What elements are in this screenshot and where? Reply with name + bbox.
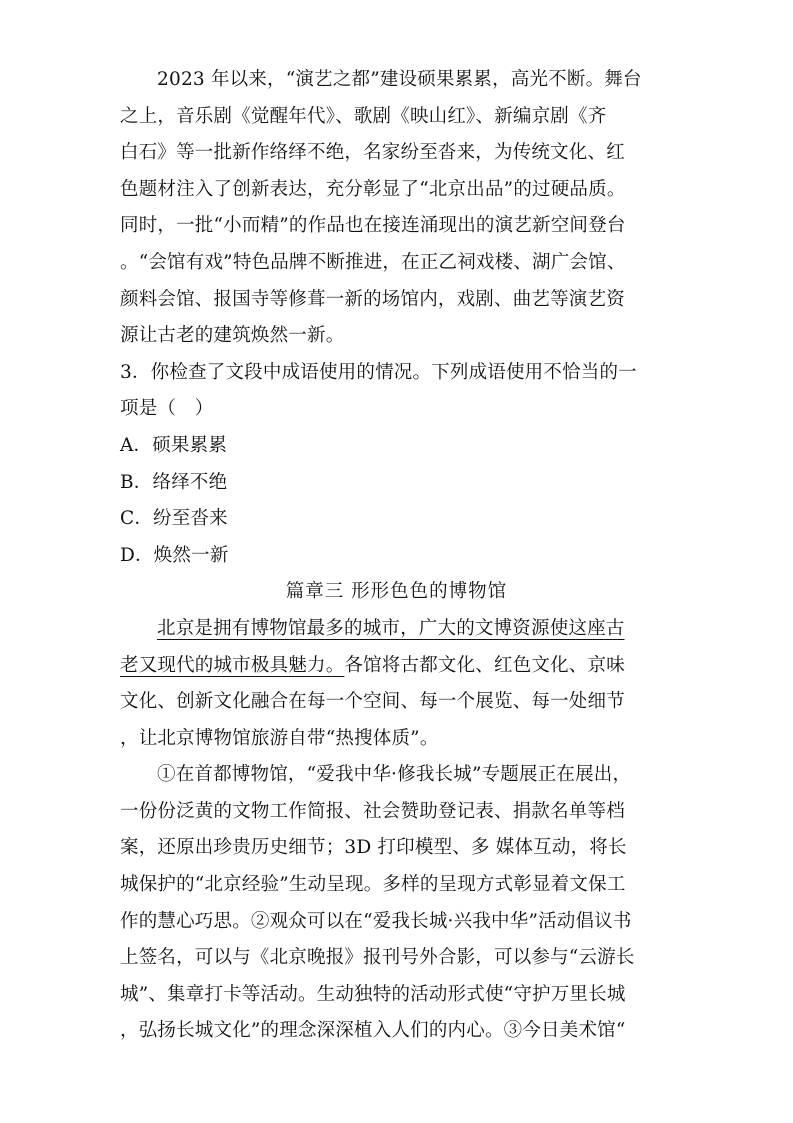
paragraph-line: 颜料会馆、报国寺等修葺一新的场馆内，戏剧、曲艺等演艺资 xyxy=(120,288,625,310)
paragraph-line xyxy=(120,648,673,685)
question-stem: 3．你检查了文段中成语使用的情况。下列成语使用不恰当的一 xyxy=(120,361,637,383)
paragraph-line: 白石》等一批新作络绎不绝，名家纷至沓来，为传统文化、红 xyxy=(120,142,625,164)
paragraph-line: 作的慧心巧思。②观众可以在“爱我长城·兴我中华”活动倡议书 xyxy=(120,910,632,932)
underlined-sentence: 老又现代的城市极具魅力。 xyxy=(120,654,345,676)
paragraph-line: 案，还原出珍贵历史细节；3D 打印模型、多 媒体互动，将长 xyxy=(120,837,627,859)
paragraph-line: ，让北京博物馆旅游自带“热搜体质”。 xyxy=(120,727,439,749)
paragraph-line: 色题材注入了创新表达，充分彰显了“北京出品”的过硬品质。 xyxy=(120,178,626,200)
paragraph-line: ①在首都博物馆，“爱我中华·修我长城”专题展正在展出， xyxy=(157,764,632,786)
option-b: B．络绎不绝 xyxy=(120,471,228,493)
paragraph-text: 各馆将古都文化、红色文化、京味 xyxy=(344,654,625,676)
question-stem: 项是（ ） xyxy=(120,398,214,420)
paragraph-line: 源让古老的建筑焕然一新。 xyxy=(120,325,345,347)
paragraph-line: 上签名，可以与《北京晚报》报刊号外合影，可以参与“云游长 xyxy=(120,947,635,969)
paragraph-line: 。“会馆有戏”特色品牌不断推进，在正乙祠戏楼、湖广会馆、 xyxy=(120,251,626,273)
option-d: D．焕然一新 xyxy=(120,544,229,566)
paragraph-line xyxy=(120,611,673,648)
paragraph-line: 城”、集章打卡等活动。生动独特的活动形式使“守护万里长城 xyxy=(120,983,626,1005)
paragraph-line: 文化、创新文化融合在每一个空间、每一个展览、每一处细节 xyxy=(120,691,625,713)
paragraph-line: 同时，一批“小而精”的作品也在接连涌现出的演艺新空间登台 xyxy=(120,215,626,237)
paragraph-line: 之上，音乐剧《觉醒年代》、歌剧《映山红》、新编京剧《齐 xyxy=(120,105,607,127)
document-page xyxy=(120,62,673,1050)
option-a: A．硕果累累 xyxy=(120,434,228,456)
paragraph-line: 城保护的“北京经验”生动呈现。多样的呈现方式彰显着文保工 xyxy=(120,874,626,896)
paragraph-line: 2023 年以来，“演艺之都”建设硕果累累，高光不断。舞台 xyxy=(157,69,642,90)
option-c: C．纷至沓来 xyxy=(120,508,228,530)
paragraph-line: ，弘扬长城文化”的理念深深植入人们的内心。③今日美术馆“ xyxy=(120,1020,626,1042)
underlined-sentence: 北京是拥有博物馆最多的城市，广大的文博资源使这座古 xyxy=(157,617,625,639)
chapter-title: 篇章三 形形色色的博物馆 xyxy=(285,581,508,603)
paragraph-line: 一份份泛黄的文物工作简报、社会赞助登记表、捐款名单等档 xyxy=(120,800,625,822)
